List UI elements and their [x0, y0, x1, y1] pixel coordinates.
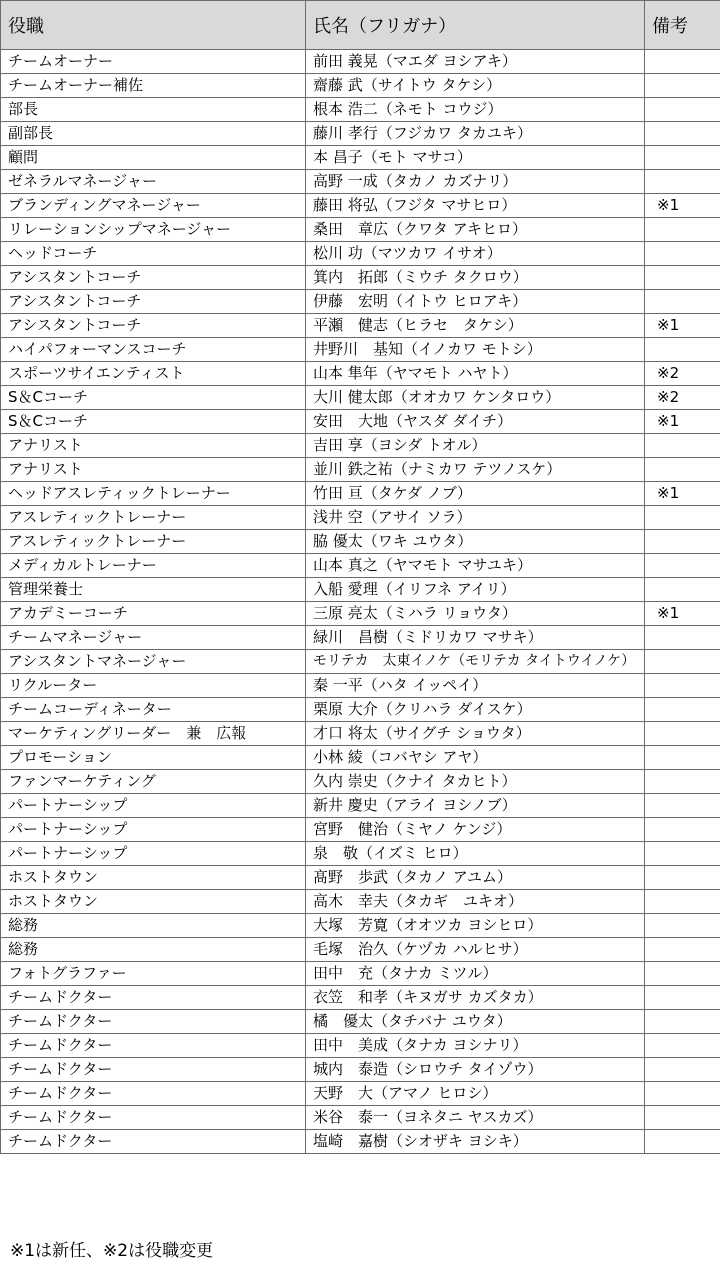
role-cell: チームドクター	[1, 986, 306, 1010]
table-row	[1, 650, 720, 674]
note-cell	[645, 674, 720, 698]
role-cell: パートナーシップ	[1, 794, 306, 818]
note-cell	[645, 506, 720, 530]
role-cell: 総務	[1, 938, 306, 962]
role-cell: ホストタウン	[1, 890, 306, 914]
note-cell: ※1	[645, 410, 720, 434]
name-cell: 秦 一平（ハタ イッペイ）	[306, 674, 645, 698]
name-cell: 米谷 泰一（ヨネタニ ヤスカズ）	[306, 1106, 645, 1130]
name-cell: 藤川 孝行（フジカワ タカユキ）	[306, 122, 645, 146]
table-row	[1, 74, 720, 98]
table-row	[1, 1034, 720, 1058]
role-cell: ホストタウン	[1, 866, 306, 890]
note-cell	[645, 794, 720, 818]
name-cell: 栗原 大介（クリハラ ダイスケ）	[306, 698, 645, 722]
header-note: 備考	[645, 1, 720, 50]
table-row	[1, 746, 720, 770]
note-cell	[645, 242, 720, 266]
header-role: 役職	[1, 1, 306, 50]
role-cell: ヘッドアスレティックトレーナー	[1, 482, 306, 506]
role-cell: アスレティックトレーナー	[1, 530, 306, 554]
note-cell	[645, 434, 720, 458]
role-cell: アナリスト	[1, 458, 306, 482]
note-cell	[645, 338, 720, 362]
name-cell: 伊藤 宏明（イトウ ヒロアキ）	[306, 290, 645, 314]
role-cell: アスレティックトレーナー	[1, 506, 306, 530]
note-cell	[645, 1106, 720, 1130]
table-row	[1, 1010, 720, 1034]
name-cell: 塩崎 嘉樹（シオザキ ヨシキ）	[306, 1130, 645, 1154]
table-row	[1, 698, 720, 722]
role-cell: S＆Cコーチ	[1, 386, 306, 410]
table-row	[1, 146, 720, 170]
name-cell: 本 昌子（モト マサコ）	[306, 146, 645, 170]
role-cell: S＆Cコーチ	[1, 410, 306, 434]
table-row	[1, 530, 720, 554]
table-row	[1, 554, 720, 578]
note-cell	[645, 962, 720, 986]
name-cell: 大塚 芳寛（オオツカ ヨシヒロ）	[306, 914, 645, 938]
note-cell	[645, 266, 720, 290]
table-row	[1, 938, 720, 962]
name-cell: 入船 愛理（イリフネ アイリ）	[306, 578, 645, 602]
table-row	[1, 842, 720, 866]
note-cell	[645, 1058, 720, 1082]
name-cell: 髙野 歩武（タカノ アユム）	[306, 866, 645, 890]
role-cell: パートナーシップ	[1, 818, 306, 842]
table-row	[1, 602, 720, 626]
table-row	[1, 266, 720, 290]
role-cell: プロモーション	[1, 746, 306, 770]
table-row	[1, 98, 720, 122]
name-cell: 根本 浩二（ネモト コウジ）	[306, 98, 645, 122]
table-row	[1, 890, 720, 914]
note-cell: ※2	[645, 362, 720, 386]
table-row	[1, 962, 720, 986]
table-row	[1, 1106, 720, 1130]
table-row	[1, 578, 720, 602]
name-cell: 松川 功（マツカワ イサオ）	[306, 242, 645, 266]
note-cell	[645, 1130, 720, 1154]
note-cell	[645, 914, 720, 938]
table-row	[1, 770, 720, 794]
note-cell	[645, 122, 720, 146]
role-cell: アシスタントコーチ	[1, 314, 306, 338]
role-cell: ハイパフォーマンスコーチ	[1, 338, 306, 362]
name-cell: 城内 泰造（シロウチ タイゾウ）	[306, 1058, 645, 1082]
name-cell: 高木 幸夫（タカギ ユキオ）	[306, 890, 645, 914]
note-cell	[645, 770, 720, 794]
name-cell: 毛塚 治久（ケヅカ ハルヒサ）	[306, 938, 645, 962]
name-cell: 小林 綾（コバヤシ アヤ）	[306, 746, 645, 770]
table-row	[1, 458, 720, 482]
note-cell: ※1	[645, 482, 720, 506]
role-cell: チームオーナー補佐	[1, 74, 306, 98]
table-row	[1, 362, 720, 386]
note-cell	[645, 554, 720, 578]
role-cell: ゼネラルマネージャー	[1, 170, 306, 194]
role-cell: パートナーシップ	[1, 842, 306, 866]
name-cell: 高野 一成（タカノ カズナリ）	[306, 170, 645, 194]
role-cell: マーケティングリーダー 兼 広報	[1, 722, 306, 746]
table-row	[1, 434, 720, 458]
role-cell: フォトグラファー	[1, 962, 306, 986]
role-cell: チームドクター	[1, 1010, 306, 1034]
role-cell: ブランディングマネージャー	[1, 194, 306, 218]
note-cell	[645, 1010, 720, 1034]
name-cell: 橘 優太（タチバナ ユウタ）	[306, 1010, 645, 1034]
note-cell: ※2	[645, 386, 720, 410]
name-cell: 大川 健太郎（オオカワ ケンタロウ）	[306, 386, 645, 410]
role-cell: チームドクター	[1, 1130, 306, 1154]
role-cell: アシスタントコーチ	[1, 290, 306, 314]
note-cell	[645, 938, 720, 962]
role-cell: チームオーナー	[1, 50, 306, 74]
role-cell: リクルーター	[1, 674, 306, 698]
table-row	[1, 1058, 720, 1082]
name-cell: 天野 大（アマノ ヒロシ）	[306, 1082, 645, 1106]
note-cell	[645, 866, 720, 890]
name-cell: 並川 鉄之祐（ナミカワ テツノスケ）	[306, 458, 645, 482]
name-cell: 吉田 享（ヨシダ トオル）	[306, 434, 645, 458]
name-cell: モリテカ 太東イノケ（モリテカ タイトウイノケ）	[306, 650, 645, 674]
name-cell: 箕内 拓郎（ミウチ タクロウ）	[306, 266, 645, 290]
name-cell: 安田 大地（ヤスダ ダイチ）	[306, 410, 645, 434]
role-cell: チームコーディネーター	[1, 698, 306, 722]
table-row	[1, 506, 720, 530]
name-cell: 脇 優太（ワキ ユウタ）	[306, 530, 645, 554]
name-cell: 山本 真之（ヤマモト マサユキ）	[306, 554, 645, 578]
note-cell: ※1	[645, 314, 720, 338]
note-cell	[645, 578, 720, 602]
role-cell: リレーションシップマネージャー	[1, 218, 306, 242]
table-row	[1, 1130, 720, 1154]
note-cell	[645, 50, 720, 74]
table-row	[1, 818, 720, 842]
role-cell: チームマネージャー	[1, 626, 306, 650]
role-cell: メディカルトレーナー	[1, 554, 306, 578]
note-cell	[645, 1082, 720, 1106]
note-cell	[645, 218, 720, 242]
note-cell	[645, 146, 720, 170]
note-cell	[645, 74, 720, 98]
name-cell: 藤田 将弘（フジタ マサヒロ）	[306, 194, 645, 218]
name-cell: 泉 敬（イズミ ヒロ）	[306, 842, 645, 866]
name-cell: 田中 美成（タナカ ヨシナリ）	[306, 1034, 645, 1058]
table-row	[1, 914, 720, 938]
note-cell	[645, 1034, 720, 1058]
note-cell	[645, 746, 720, 770]
role-cell: チームドクター	[1, 1058, 306, 1082]
role-cell: アシスタントコーチ	[1, 266, 306, 290]
staff-rows	[1, 50, 720, 1154]
note-cell	[645, 170, 720, 194]
table-row	[1, 722, 720, 746]
note-cell	[645, 890, 720, 914]
role-cell: 副部長	[1, 122, 306, 146]
table-row	[1, 626, 720, 650]
name-cell: 新井 慶史（アライ ヨシノブ）	[306, 794, 645, 818]
note-cell	[645, 530, 720, 554]
role-cell: チームドクター	[1, 1106, 306, 1130]
name-cell: 衣笠 和孝（キヌガサ カズタカ）	[306, 986, 645, 1010]
role-cell: 顧問	[1, 146, 306, 170]
header-name: 氏名（フリガナ）	[306, 1, 645, 50]
table-header-row	[1, 1, 720, 50]
table-row	[1, 410, 720, 434]
note-cell	[645, 650, 720, 674]
role-cell: アカデミーコーチ	[1, 602, 306, 626]
name-cell: 竹田 亘（タケダ ノブ）	[306, 482, 645, 506]
note-cell	[645, 698, 720, 722]
table-row	[1, 1082, 720, 1106]
name-cell: 桑田 章広（クワタ アキヒロ）	[306, 218, 645, 242]
note-cell: ※1	[645, 194, 720, 218]
table-row	[1, 314, 720, 338]
table-row	[1, 674, 720, 698]
table-row	[1, 50, 720, 74]
role-cell: スポーツサイエンティスト	[1, 362, 306, 386]
note-cell	[645, 626, 720, 650]
footnote: ※1は新任、※2は役職変更	[10, 1241, 214, 1261]
note-cell	[645, 842, 720, 866]
role-cell: ファンマーケティング	[1, 770, 306, 794]
name-cell: 浅井 空（アサイ ソラ）	[306, 506, 645, 530]
role-cell: 総務	[1, 914, 306, 938]
role-cell: アナリスト	[1, 434, 306, 458]
table-row	[1, 482, 720, 506]
name-cell: 平瀬 健志（ヒラセ タケシ）	[306, 314, 645, 338]
name-cell: 齋藤 武（サイトウ タケシ）	[306, 74, 645, 98]
name-cell: 前田 義晃（マエダ ヨシアキ）	[306, 50, 645, 74]
name-cell: 緑川 昌樹（ミドリカワ マサキ）	[306, 626, 645, 650]
table-row	[1, 866, 720, 890]
name-cell: 才口 将太（サイグチ ショウタ）	[306, 722, 645, 746]
name-cell: 久内 崇史（クナイ タカヒト）	[306, 770, 645, 794]
table-row	[1, 338, 720, 362]
name-cell: 田中 充（タナカ ミツル）	[306, 962, 645, 986]
note-cell	[645, 818, 720, 842]
role-cell: 管理栄養士	[1, 578, 306, 602]
name-cell: 井野川 基知（イノカワ モトシ）	[306, 338, 645, 362]
role-cell: チームドクター	[1, 1082, 306, 1106]
table-row	[1, 218, 720, 242]
note-cell: ※1	[645, 602, 720, 626]
name-cell: 三原 亮太（ミハラ リョウタ）	[306, 602, 645, 626]
note-cell	[645, 986, 720, 1010]
note-cell	[645, 98, 720, 122]
note-cell	[645, 458, 720, 482]
table-row	[1, 242, 720, 266]
note-cell	[645, 290, 720, 314]
name-cell: 宮野 健治（ミヤノ ケンジ）	[306, 818, 645, 842]
role-cell: ヘッドコーチ	[1, 242, 306, 266]
table-row	[1, 986, 720, 1010]
role-cell: チームドクター	[1, 1034, 306, 1058]
table-row	[1, 386, 720, 410]
role-cell: アシスタントマネージャー	[1, 650, 306, 674]
table-row	[1, 122, 720, 146]
table-row	[1, 170, 720, 194]
role-cell: 部長	[1, 98, 306, 122]
note-cell	[645, 722, 720, 746]
name-cell: 山本 隼年（ヤマモト ハヤト）	[306, 362, 645, 386]
table-row	[1, 290, 720, 314]
table-row	[1, 194, 720, 218]
table-row	[1, 794, 720, 818]
